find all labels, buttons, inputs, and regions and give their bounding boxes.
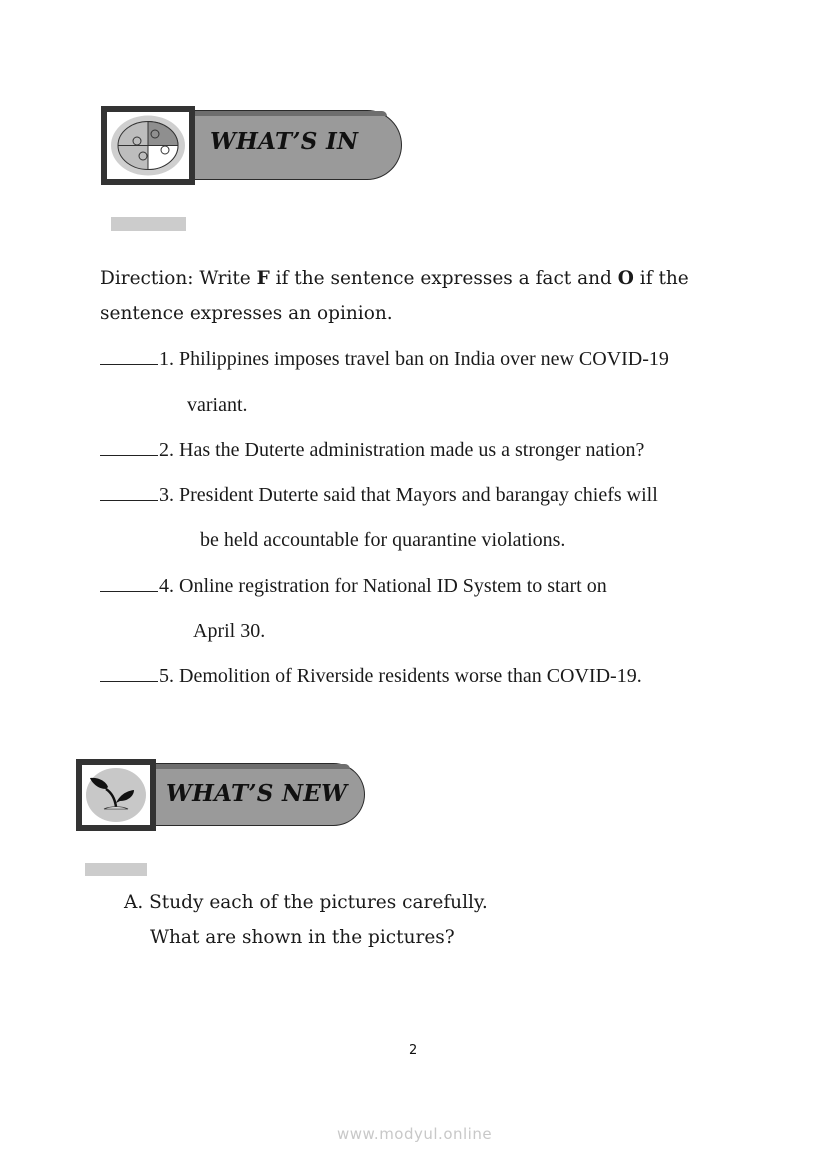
icon-frame bbox=[76, 759, 156, 831]
section-title: WHAT’S NEW bbox=[166, 780, 348, 807]
answer-blank[interactable] bbox=[100, 350, 158, 365]
direction-prefix: Direction: Write bbox=[100, 268, 257, 289]
whats-in-banner bbox=[101, 106, 405, 186]
pill-shade bbox=[189, 111, 387, 116]
direction-suffix: if the bbox=[633, 268, 689, 289]
whats-new-banner bbox=[76, 759, 368, 832]
fact-letter: F bbox=[256, 268, 270, 289]
direction-text-line2: sentence expresses an opinion. bbox=[100, 303, 393, 324]
item-continuation: variant. bbox=[187, 394, 248, 416]
item-continuation: be held accountable for quarantine violations. bbox=[200, 529, 566, 551]
answer-blank[interactable] bbox=[100, 667, 158, 682]
opinion-letter: O bbox=[617, 268, 634, 289]
watermark: www.modyul.online bbox=[337, 1125, 493, 1143]
list-item bbox=[100, 439, 644, 462]
puzzle-icon bbox=[107, 112, 189, 179]
section-marker-bar bbox=[111, 217, 186, 231]
item-text: Has the Duterte administration made us a stronger nation? bbox=[174, 439, 645, 461]
answer-blank[interactable] bbox=[100, 441, 158, 456]
item-text: Demolition of Riverside residents worse than COVID-19. bbox=[174, 665, 642, 687]
list-item bbox=[100, 575, 607, 598]
item-number: 2. bbox=[159, 439, 174, 461]
answer-blank[interactable] bbox=[100, 486, 158, 501]
item-number: 4. bbox=[159, 575, 174, 597]
item-number: 3. bbox=[159, 484, 174, 506]
direction-text bbox=[100, 268, 689, 289]
section-marker-bar bbox=[85, 863, 147, 876]
item-continuation: April 30. bbox=[193, 620, 266, 642]
instruction-line: A. Study each of the pictures carefully. bbox=[124, 892, 488, 913]
item-number: 5. bbox=[159, 665, 174, 687]
list-item bbox=[100, 484, 658, 507]
answer-blank[interactable] bbox=[100, 577, 158, 592]
item-text: Online registration for National ID System to start on bbox=[174, 575, 607, 597]
pill-shade bbox=[154, 764, 350, 769]
section-title: WHAT’S IN bbox=[210, 128, 359, 155]
item-number: 1. bbox=[159, 348, 174, 370]
list-item bbox=[100, 348, 669, 371]
page-number: 2 bbox=[409, 1043, 418, 1058]
item-text: President Duterte said that Mayors and barangay chiefs will bbox=[174, 484, 658, 506]
seedling-icon bbox=[82, 765, 150, 825]
list-item bbox=[100, 665, 642, 688]
item-text: Philippines imposes travel ban on India over new COVID-19 bbox=[174, 348, 669, 370]
instruction-question: What are shown in the pictures? bbox=[150, 927, 455, 948]
direction-middle: if the sentence expresses a fact and bbox=[269, 268, 618, 289]
icon-frame bbox=[101, 106, 195, 185]
